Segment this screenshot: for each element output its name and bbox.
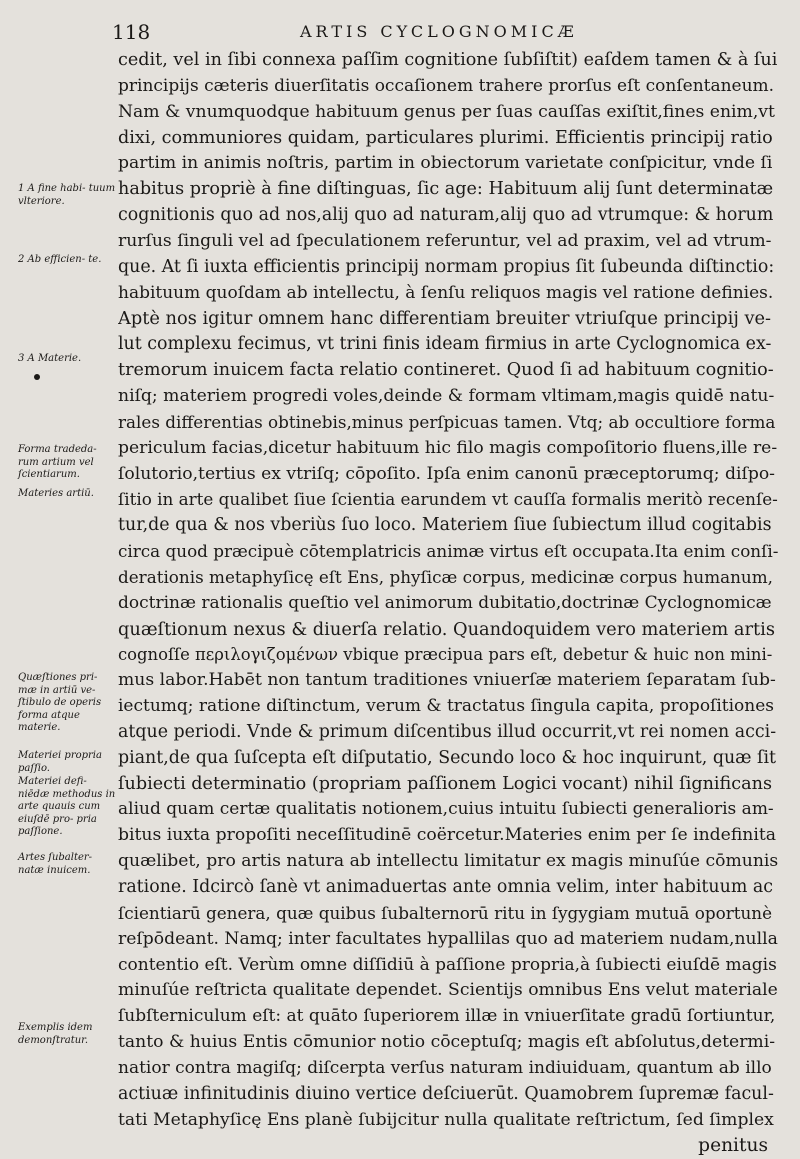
margin-note: Artes ſubalter- natæ inuicem. [18,852,93,876]
margin-note: Forma tradeda- rum artium vel ſcientiarum. [18,444,97,481]
text-line: ratione. Idcircò ſanè vt animaduertas ante omnia velim, inter habituum ac [118,877,773,897]
text-line: reſpōdeant. Namq; inter facultates hypallilas quo ad materiem nudam,nulla [118,928,778,949]
margin-note: Quæſtiones pri- mæ in artiū ve- ſtibulo de operis forma atque materie. [18,672,102,734]
text-line: partim in animis noſtris, partim in obiectorum varietate conſpicitur, vnde ſi [118,153,773,174]
margin-note: Materies artiū. [18,488,94,499]
text-line: minuſúe reſtricta qualitate dependet. Scientijs omnibus Ens velut materiale [118,980,778,1001]
text-line: habitus propriè à fine diſtinguas, ſic age: Habituum alij ſunt determinatæ [118,179,774,200]
margin-note: Materiei defi- niēdæ methodus in arte quauis cum eiuſdē pro- pria paſſione. [18,776,116,838]
text-line: principijs cæteris diuerſitatis occaſionem trahere prorſus eſt conſentaneum. [118,75,775,96]
running-title: ARTIS CYCLOGNOMICÆ [300,22,578,41]
text-line: derationis metaphyſicę eſt Ens, phyſicæ corpus, medicinæ corpus humanum, [118,566,773,587]
body-text [118,48,778,1159]
text-line: tanto & huius Entis cōmunior notio cōceptuſq; magis eſt abſolutus,determi- [118,1032,776,1053]
text-line: niſq; materiem progredi voles,deinde & formam vltimam,magis quidē natu- [118,385,775,406]
text-line: bitus iuxta propoſiti neceſſitudinē coërcetur.Materies enim per ſe indefinita [118,825,777,846]
margin-note: Exemplis idem demonſtratur. [18,1022,93,1046]
text-line: habituum quoſdam ab intellectu, à ſenſu reliquos magis vel ratione definies. [118,282,774,303]
text-line: cognoſſe περιλογιζομένων vbique præcipua pars eſt, debetur & huic non mini- [118,645,773,665]
text-line: penitus [698,1135,768,1157]
text-line: actiuæ infinitudinis diuino vertice deſciuerūt. Quamobrem ſupremæ facul- [118,1083,774,1104]
text-line: natior contra magiſq; diſcerpta verſus naturam indiuiduam, quantum ab illo [118,1057,772,1078]
text-line: aliud quam certæ qualitatis notionem,cuius intuitu ſubiecti generalioris am- [118,799,774,820]
text-line: ſubſterniculum eſt: at quāto ſuperiorem illæ in vniuerſitate gradū ſortiuntur, [118,1006,776,1027]
text-line: lut complexu fecimus, vt trini finis ideam firmius in arte Cyclognomica ex- [118,334,772,355]
text-line: tremorum inuicem facta relatio contineret. Quod ſi ad habituum cognitio- [118,360,774,381]
margin-note: Materiei propria paſſio. [18,750,102,774]
text-line: cedit, vel in ſibi connexa paſſim cognitione ſubſiſtit) eaſdem tamen & à ſui [118,50,778,70]
text-line: piant,de qua ſuſcepta eſt diſputatio, Secundo loco & hoc inquirunt, quæ ſit [118,747,777,768]
text-line: rurſus ſinguli vel ad ſpeculationem referuntur, vel ad praxim, vel ad vtrum- [118,230,772,251]
text-line: cognitionis quo ad nos,alij quo ad naturam,alij quo ad vtrumque: & horum [118,205,774,226]
text-line: que. At ſi iuxta efficientis principij normam propius ſit ſubeunda diſtinctio: [118,256,775,277]
page-number: 118 [112,20,151,44]
bullet-mark [34,374,40,380]
text-line: periculum facias,dicetur habituum hic filo magis compoſitorio fluens,ille re- [118,437,778,458]
text-line: circa quod præcipuè cōtemplatricis animæ virtus eſt occupata.Ita enim conſi- [118,541,778,562]
page-header [0,14,800,46]
text-line: iectumq; ratione diſtinctum, verum & tractatus ſingula capita, propoſitiones [118,696,775,717]
text-line: quælibet, pro artis natura ab intellectu limitatur ex magis minuſúe cōmunis [118,851,778,872]
text-line: atque periodi. Vnde & primum diſcentibus illud occurrit,vt rei nomen acci- [118,721,777,742]
text-line: ſitio in arte qualibet ſiue ſcientia earundem vt cauſſa formalis meritò recenſe- [118,489,778,510]
text-line: dixi, communiores quidam, particulares plurimi. Efficientis principij ratio [118,127,773,148]
text-line: contentio eſt. Verùm omne diſſidiū à paſſione propria,à ſubiecti eiuſdē magis [118,954,777,975]
text-line: doctrinæ rationalis queſtio vel animorum dubitatio,doctrinæ Cyclognomicæ [118,592,772,613]
text-line: ſolutorio,tertius ex vtriſq; cōpoſito. Ipſa enim canonū præceptorumq; diſpo- [118,463,775,484]
text-line: Aptè nos igitur omnem hanc differentiam breuiter vtriuſque principij ve- [118,308,772,330]
margin-note: 1 A fine habi- tuum vlteriore. [18,183,116,207]
text-line: rales differentias obtinebis,minus perſpicuas tamen. Vtq; ab occultiore forma [118,411,776,432]
text-line: ſubiecti determinatio (propriam paſſionem Logici vocant) nihil ſignificans [118,773,772,794]
margin-note: 2 Ab efficien- te. [18,254,102,265]
text-line: tur,de qua & nos vberiùs ſuo loco. Materiem ſiue ſubiectum illud cogitabis [118,515,772,536]
text-line: tati Metaphyſicę Ens planè ſubijcitur nulla qualitate reſtrictum, ſed ſimplex [118,1109,774,1130]
text-line: mus labor.Habēt non tantum traditiones vniuerſæ materiem ſeparatam ſub- [118,670,776,691]
text-line: quæſtionum nexus & diuerſa relatio. Quandoquidem vero materiem artis [118,618,775,640]
text-line: ſcientiarū genera, quæ quibus ſubalternorū ritu in ſygygiam mutuā oportunè [118,902,773,923]
margin-note: 3 A Materie. [18,353,82,364]
text-line: Nam & vnumquodque habituum genus per ſuas cauſſas exiſtit,fines enim,vt [118,101,775,122]
